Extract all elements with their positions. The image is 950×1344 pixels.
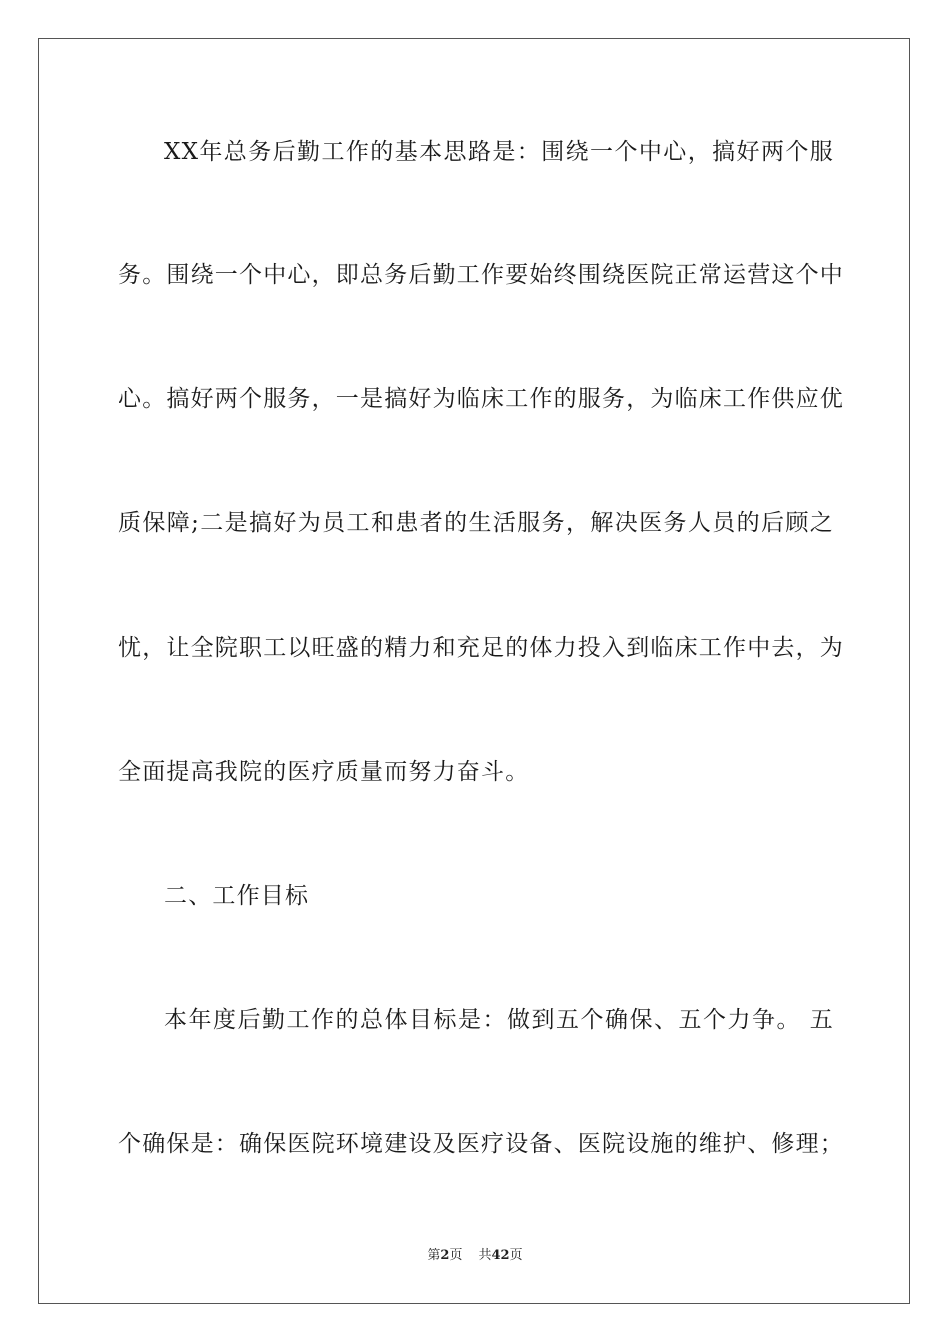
paragraph-line-9: 个确保是：确保医院环境建设及医疗设备、医院设施的维护、修理； [118, 1131, 844, 1157]
paragraph-line-5: 忧，让全院职工以旺盛的精力和充足的体力投入到临床工作中去，为 [118, 635, 844, 661]
paragraph-line-3: 心。搞好两个服务，一是搞好为临床工作的服务，为临床工作供应优 [118, 386, 844, 412]
paragraph-line-2: 务。围绕一个中心，即总务后勤工作要始终围绕医院正常运营这个中 [118, 262, 844, 288]
footer-total-pages: 42 [491, 1248, 510, 1263]
footer-total-prefix: 共 [478, 1248, 492, 1263]
paragraph-line-1: XX年总务后勤工作的基本思路是：围绕一个中心，搞好两个服 [164, 139, 834, 165]
footer-prefix: 第 [427, 1248, 441, 1263]
paragraph-line-8: 本年度后勤工作的总体目标是：做到五个确保、五个力争。 五 [164, 1007, 834, 1033]
section-heading: 二、工作目标 [164, 883, 310, 909]
page-border [38, 38, 910, 1304]
paragraph-line-6: 全面提高我院的医疗质量而努力奋斗。 [118, 759, 530, 785]
footer-total-suffix: 页 [509, 1248, 523, 1263]
footer-page-number: 2 [440, 1248, 450, 1263]
page-footer [0, 1247, 950, 1265]
paragraph-line-4: 质保障;二是搞好为员工和患者的生活服务，解决医务人员的后顾之 [118, 510, 834, 536]
footer-page-suffix: 页 [449, 1248, 463, 1263]
